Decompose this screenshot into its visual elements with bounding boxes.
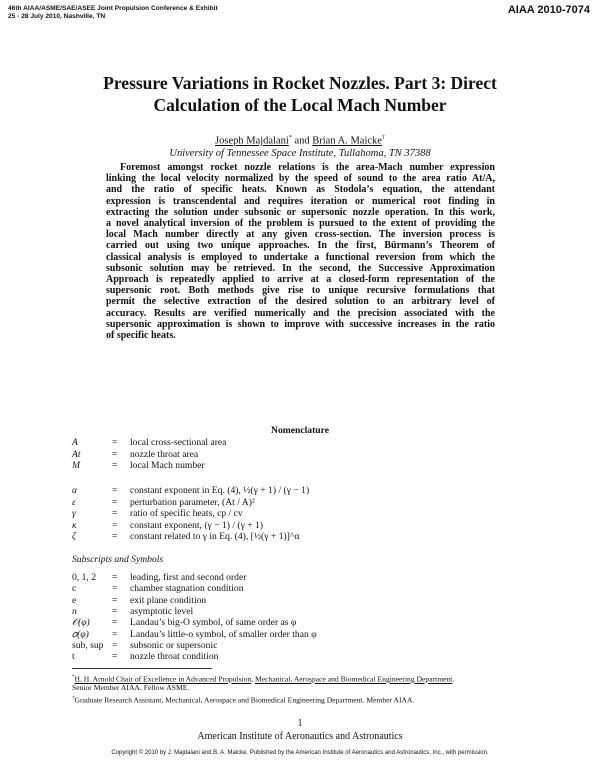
authors xyxy=(0,135,600,147)
nomenclature-eq: = xyxy=(112,496,118,508)
nomenclature-eq: = xyxy=(112,508,118,519)
footnote-2-text: Graduate Research Assistant, Mechanical, Aerospace and Biomedical Engineering Department. Member AIAA. xyxy=(74,695,415,705)
title-line-1: Pressure Variations in Rocket Nozzles. Part 3: Direct xyxy=(103,73,497,93)
page-number: 1 xyxy=(297,718,303,729)
nomenclature-eq: = xyxy=(112,651,118,663)
nomenclature-def: asymptotic level xyxy=(130,605,194,617)
nomenclature-def: subsonic or supersonic xyxy=(130,639,218,651)
abstract-line: expression is transcendental and requires iteration or numerical root finding in xyxy=(106,195,495,207)
nomenclature-heading: Nomenclature xyxy=(271,425,329,436)
abstract-line: carried out using two unique approaches. In the first, Bürmann’s Theorem of xyxy=(106,240,495,252)
nomenclature-symbol: At xyxy=(72,448,81,460)
organization: American Institute of Aeronautics and Astronautics xyxy=(197,731,403,742)
footnote-divider xyxy=(72,668,212,669)
author-2-mark: † xyxy=(381,135,385,141)
nomenclature-def: constant exponent in Eq. (4), ½(γ + 1) / (γ − 1) xyxy=(130,485,310,496)
nomenclature-symbol: c xyxy=(72,583,77,595)
abstract-line: Foremost amongst rocket nozzle relations is the area-Mach number expression xyxy=(120,162,495,173)
abstract-line: Approach is repeatedly applied to arrive at a closed-form representation of the xyxy=(106,274,495,285)
nomenclature-eq: = xyxy=(112,628,118,640)
nomenclature-eq: = xyxy=(112,639,118,651)
nomenclature-symbol: ε xyxy=(72,496,76,508)
affiliation: University of Tennessee Space Institute, Tullahoma, TN 37388 xyxy=(169,148,431,159)
nomenclature-def: leading, first and second order xyxy=(130,572,247,583)
nomenclature-eq: = xyxy=(112,583,118,595)
copyright: Copyright © 2010 by J. Majdalani and B. A. Maicke. Published by the American Institute of Aeronautics and Astronautics, Inc., with permission. xyxy=(111,750,489,756)
nomenclature-def: local Mach number xyxy=(130,460,205,471)
nomenclature-symbol: e xyxy=(72,594,77,606)
abstract-line: subsonic solution may be retrieved. In the second, the Successive Approximation xyxy=(106,262,495,274)
abstract-line: and the ratio of specific heats. Known as Stodola’s equation, the attendant xyxy=(106,184,495,196)
abstract-line: local Mach number directly at any given cross-section. The inversion process is xyxy=(106,229,495,241)
nomenclature-symbol: 𝒪(φ) xyxy=(72,617,90,629)
nomenclature-def: constant related to γ in Eq. (4), [½(γ + 1)]^α xyxy=(130,531,300,542)
nomenclature-def: chamber stagnation condition xyxy=(130,583,244,595)
conference-name: 46th AIAA/ASME/SAE/ASEE Joint Propulsion Conference & Exhibit xyxy=(8,5,218,12)
footnote-1-sep: , xyxy=(251,674,256,684)
nomenclature-def: local cross-sectional area xyxy=(130,437,227,448)
footnote-1-end: . xyxy=(452,674,455,684)
footnote-1-part-1: H. H. Arnold Chair of Excellence in Advanced Propulsion xyxy=(74,674,252,684)
nomenclature-eq: = xyxy=(112,519,118,531)
nomenclature-symbol: n xyxy=(72,605,77,617)
abstract-line: a novel analytical inversion of the problem is pursued to the extent of providing the xyxy=(106,218,495,229)
conference-date-location: 25 - 28 July 2010, Nashville, TN xyxy=(8,13,106,20)
subscripts-heading: Subscripts and Symbols xyxy=(72,554,164,565)
nomenclature-def: Landau’s big-O symbol, of same order as φ xyxy=(130,617,297,629)
abstract-line: permit the selective extraction of the desired solution to an arbitrary level of xyxy=(106,296,495,308)
authors-and: and xyxy=(291,135,313,147)
nomenclature-eq: = xyxy=(112,448,118,460)
nomenclature-eq: = xyxy=(112,572,118,583)
nomenclature-def: ratio of specific heats, cp / cv xyxy=(130,508,243,519)
nomenclature-def: exit plane condition xyxy=(130,594,207,606)
nomenclature-def: constant exponent, (γ − 1) / (γ + 1) xyxy=(130,519,264,531)
conference-header xyxy=(8,5,218,21)
nomenclature-symbol: 0, 1, 2 xyxy=(72,572,96,583)
nomenclature-eq: = xyxy=(112,617,118,629)
nomenclature-eq: = xyxy=(112,594,118,606)
nomenclature-def: nozzle throat condition xyxy=(130,651,219,663)
nomenclature-symbol: M xyxy=(72,460,80,471)
footnote-1-line-2: Senior Member AIAA. Fellow ASME. xyxy=(72,683,190,692)
abstract-line: supersonic approximation is shown to improve with successive increases in the ratio xyxy=(106,318,495,330)
nomenclature-symbol: γ xyxy=(72,508,76,519)
author-1: Joseph Majdalani xyxy=(215,135,289,147)
nomenclature-eq: = xyxy=(112,485,118,496)
nomenclature-def: Landau’s little-o symbol, of smaller order than φ xyxy=(130,628,317,640)
author-2: Brian A. Maicke xyxy=(312,135,382,147)
nomenclature-symbol: κ xyxy=(72,519,77,531)
abstract-line: supersonic root. Both methods give rise to unique recursive formulations that xyxy=(106,285,495,297)
abstract-line: of specific heats. xyxy=(106,330,176,341)
nomenclature-symbol: sub, sup xyxy=(72,639,104,651)
title-line-2: Calculation of the Local Mach Number xyxy=(153,95,447,115)
nomenclature-symbol: α xyxy=(72,485,78,496)
nomenclature-symbol: A xyxy=(72,437,78,448)
abstract-line: linking the local velocity normalized by the speed of sound to the area ratio At/A, xyxy=(106,173,495,185)
abstract-line: extracting the solution under subsonic or supersonic nozzle operation. In this work, xyxy=(106,206,495,218)
footnote-2 xyxy=(72,694,414,706)
footnote-2-mark: † xyxy=(72,696,75,701)
footnote-1-part-2: Mechanical, Aerospace and Biomedical Engineering Department xyxy=(255,674,453,684)
footnote-1-mark: * xyxy=(72,675,75,680)
nomenclature-eq: = xyxy=(112,437,118,448)
abstract-line: classical analysis is employed to undertake a functional reversion from which the xyxy=(106,251,495,263)
nomenclature-eq: = xyxy=(112,460,118,471)
nomenclature-eq: = xyxy=(112,605,118,617)
author-1-mark: * xyxy=(288,135,292,141)
nomenclature-def: perturbation parameter, (At / A)² xyxy=(130,496,255,508)
nomenclature-symbol: t xyxy=(72,651,75,663)
nomenclature-def: nozzle throat area xyxy=(130,448,199,460)
paper-number: AIAA 2010-7074 xyxy=(507,4,590,16)
nomenclature-eq: = xyxy=(112,531,118,542)
abstract-line: accuracy. Results are verified numerically and the precision associated with the xyxy=(106,307,495,319)
nomenclature-symbol: 𝑜(φ) xyxy=(72,628,89,640)
nomenclature-symbol: ζ xyxy=(72,531,76,542)
